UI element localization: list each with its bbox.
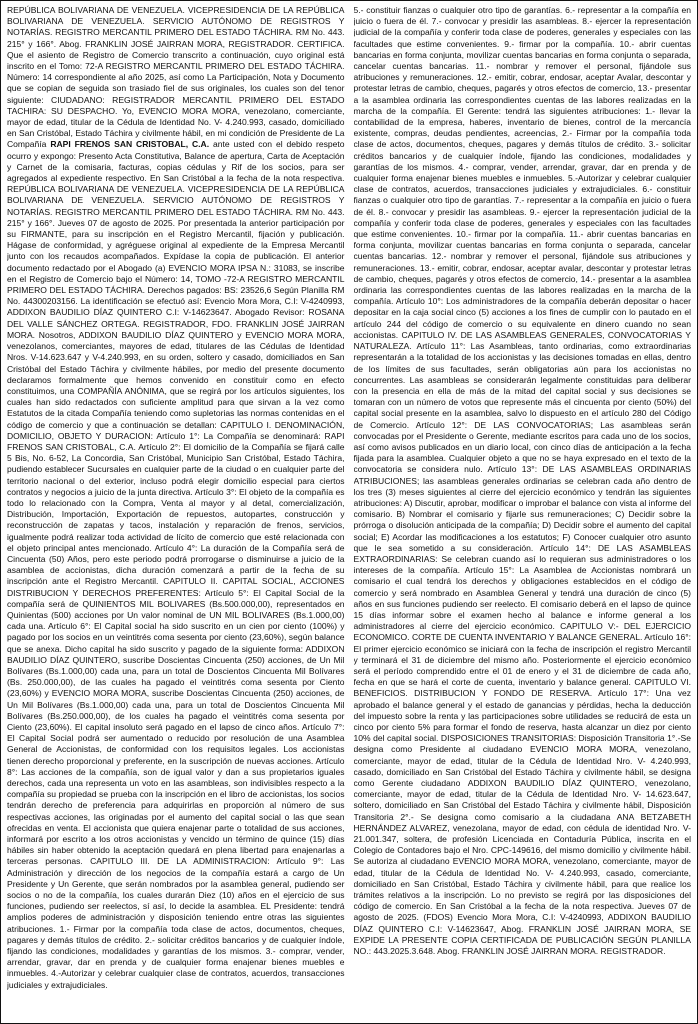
company-name: RAPI FRENOS SAN CRISTOBAL, C.A. — [50, 139, 210, 150]
statutes-text: ante usted con el debido respeto ocurro y expongo: Presento Acta Constitutiva, Balance de apertura, Carta de Aceptación y Carnet de la comisaria, facturas, copias cédulas y Rif de los socios, para ser agregados al expediente respectivo. En San Cristóbal a la fecha de la nota respectiva. REPÚBLICA BOLIVARIANA DE VENEZUELA. VICEPRESIDENCIA DE LA REPÚBLICA BOLIVARIANA DE VENEZUELA. SERVICIO AUTÓNOMO DE REGISTROS Y NOTARÍAS. REGISTRO MERCANTIL PRIMERO DEL ESTADO TÁCHIRA. RM No. 443. 215° y 166°. Jueves 07 de agosto de 2025. Por presentada la anterior participación por su FIRMANTE, para su inscripción en el Registro Mercantil, fijación y publicación. Hágase de conformidad, y agréguese original al expediente de la Empresa Mercantil junto con los recaudos acompañados. Expídase la copia de publicación. El anterior documento redactado por el Abogado (a) EVENCIO MORA IPSA N.: 31083, se inscribe en el Registro de Comercio bajo el Número: 14, TOMO -72-A REGISTRO MERCANTIL PRIMERO DEL ESTADO TÁCHIRA. Derechos pagados: BS: 23526,6 Según Planilla RM No. 44300203156. La identificación se efectuó así: Evencio Mora Mora, C.I: V-4240993, ADDIXON BAUDILIO DÍAZ QUINTERO C.I: V-14623647. Abogado Revisor: ROSANA DEL VALLE SÁNCHEZ ORTEGA. REGISTRADOR, FDO. FRANKLIN JOSÉ JAIRRAN MORA. Nosotros, ADDIXON BAUDILIO DÍAZ QUINTERO y EVENCIO MORA MORA, venezolanos, comerciantes, mayores de edad, titulares de las Cédulas de Identidad Nros. V-14.623.647 y V-4.240.993, en su orden, soltero y casado, domiciliados en San Cristóbal del Estado Táchira y civilmente hábiles, por medio del presente documento declaramos formalmente que hemos convenido en constituir como en efecto constituimos, una COMPAÑÍA ANÓNIMA, que se regirá por los artículos siguientes, los cuales han sido redactados con suficiente amplitud para que sirvan a la vez como Estatutos de la citada Compañía teniendo como supletorias las normas contenidas en el código de comercio y que a continuación se detallan: CAPITULO I. DENOMINACIÓN, DOMICILIO, OBJETO Y DURACION: Artículo 1°: La Compañía se denominará: RAPI FRENOS SAN CRISTOBAL, C.A. Artículo 2°: El domicilio de la Compañía se fijará calle 5 Bis, No. 6-52, La Concordia, San Cristóbal, Municipio San Cristóbal, Estado Táchira, pudiendo establecer Sucursales en cualquier parte de la ciudad o en cualquier parte del territorio nacional o del exterior, incluso podrá elegir domicilio especial para ciertos contratos y negocios a juicio de la junta directiva. Artículo 3°: El objeto de la compañía es todo lo relacionado con la Compra, Venta al mayor y al detal, comercialización, Distribución, Importación, Exportación de repuestos, autopartes, construcción y reconstrucción de zapatas y tacos, instalación y reparación de frenos, servicios, igualmente podrá realizar toda actividad de lícito de comercio que esté relacionada con el objeto principal antes mencionado. Artículo 4°: La duración de la Compañía será de Cincuenta (50) Años, pero este periodo podrá prorrogarse o disminuirse a juicio de la asamblea de accionistas, dicha duración comenzará a partir de la fecha de su inscripción ante el Registro Mercantil. CAPITULO II. CAPITAL SOCIAL, ACCIONES DISTRIBUCION Y DERECHOS PREFERENTES: Artículo 5°: El Capital Social de la compañía será de QUINIENTOS MIL BOLIVARES (Bs.500.000,00), representados en Quinientas (500) acciones por Un valor nominal de UN MIL BOLIVARES (Bs.1.000,00) cada una. Artículo 6°: El Capital social ha sido suscrito en un cien por ciento (100%) y pagado por los socios en un veintitrés coma sesenta por ciento (23,60%), según balance que se anexa. Dicho capital ha sido suscrito y pagado de la siguiente forma: ADDIXON BAUDILIO DÍAZ QUINTERO, suscribe Doscientas Cincuenta (250) acciones, de Un Mil Bolívares (Bs.1.000,00) cada una, para un total de Doscientos Cincuenta Mil Bolívares (Bs. 250.000,00), de las cuales ha pagado el veintitrés coma sesenta por Ciento (23,60%) y EVENCIO MORA MORA, suscribe Doscientas Cincuenta (250) acciones, de Un Mil Bolívares (Bs.1.000,00) cada una, para un total de Doscientos Cincuenta Mil Bolívares (Bs.250.000,00), de los cuales ha pagado el veintitrés coma sesenta por Ciento (23,60%). El capital insoluto será pagado en el lapso de cinco años. Artículo 7°: El Capital Social podrá ser aumentado o reducido por resolución de una Asamblea General de Accionistas, de conformidad con los requisitos legales. Los accionistas tienen derecho proporcional y preferente, en la suscripción de nuevas acciones. Artículo 8°: Las acciones de la compañía, son de igual valor y dan a sus propietarios iguales derechos, cada una representa un voto en las asambleas, son indivisibles respecto a la compañía su propiedad se prueba con la inscripción en el libro de accionistas, los socios tendrán derecho de preferencia para adquirirlas en proporción al número de sus respectivas acciones, las originadas por el aumento del capital social o las que sean ofrecidas en venta. El accionista que quiera enajenar parte o totalidad de sus acciones, informará por escrito a los otros accionistas y vencido un término de quince (15) días hábiles sin haber obtenido la aceptación quedará en plena libertad para enajenarlas a terceras personas. CAPITULO III. DE LA ADMINISTRACION: Artículo 9°: Las Administración y dirección de los negocios de la compañía estará a cargo de Un Presidente y Un Gerente, que serán nombrados por la asamblea general, pudiendo ser socios o no de la compañía, los cuales durarán Diez (10) años en el ejercicio de sus funciones, pudiendo ser reelectos, sí así, lo decide la asamblea. EL Presidente: tendrá amplios poderes de administración y disposición teniendo entre otras las siguientes atribuciones. 1.- Firmar por la compañía toda clase de actos, documentos, cheques, pagares y demás títulos de crédito. 2.- solicitar créditos bancarios y de cualquier índole, fijando las condiciones, modalidades y garantías de los mismos. 3.- comprar, vender, arrendar, gravar, dar en prenda y de cualquier forma enajenar bienes muebles e inmuebles. 4.-Autorizar y celebrar cualquier clase de contratos, acuerdos, transacciones judiciales y extrajudiciales. — [7, 139, 345, 990]
left-column — [7, 5, 345, 1019]
right-column — [354, 5, 692, 1019]
notice-continuation: 5.- constituir fianzas o cualquier otro tipo de garantías. 6.- representar a la compañía en juicio o fuera de él. 7.- convocar y presidir las asambleas. 8.- ejercer la representación judicial de la compañía y conferir toda clase de poderes, generales y especiales con las facultades que estime convenientes. 9.- firmar por la compañía. 10.- abrir cuentas bancarias en forma conjunta, movilizar cuentas bancarias en forma conjunta o separada, cancelar cuentas bancarias. 11.- nombrar y remover el personal, fijándole sus atribuciones y remuneraciones. 12.- emitir, cobrar, endosar, aceptar Avalar, descontar y protestar letras de cambio, cheques, pagarés y otros efectos de comercio, 13.- presentar a la asamblea ordinaria las correspondientes cuentas de las labores realizadas en la marcha de la compañía. El Gerente: tendrá las siguientes atribuciones: 1.- llevar la contabilidad de la empresa, haberes, inventario de bienes, control de la mercancía existente, compras, deudas pendientes, acreencias, 2.- Firmar por la compañía toda clase de actos, documentos, cheques, pagares y demás títulos de crédito. 3.- solicitar créditos bancarios y de cualquier índole, fijando las condiciones, modalidades y garantías de los mismos. 4.- comprar, vender, arrendar, gravar, dar en prenda y de cualquier forma enajenar bienes muebles e inmuebles. 5.-Autorizar y celebrar cualquier clase de contratos, acuerdos, transacciones judiciales y extrajudiciales. 6.- constituir fianzas o cualquier otro tipo de garantías. 7.- representar a la compañía en juicio o fuera de él. 8.- convocar y presidir las asambleas. 9.- ejercer la representación judicial de la compañía y conferir toda clase de poderes, generales y especiales con las facultades que estime convenientes. 10.- firmar por la compañía. 11.- abrir cuentas bancarias en forma conjunta, movilizar cuentas bancarias en forma conjunta o separada, cancelar cuentas bancarias. 12.- nombrar y remover el personal, fijándole sus atribuciones y remuneraciones. 13.- emitir, cobrar, endosar, aceptar avalar, descontar y protestar letras de cambio, cheques, pagarés y otros efectos de comercio, 14.- presentar a la asamblea ordinaria las correspondientes cuentas de las labores realizadas en la marcha de la compañía. Artículo 10°: Los administradores de la compañía deberán depositar o hacer depositar en la caja social cinco (5) acciones a los fines de cumplir con lo pautado en el artículo 244 del código de comercio o su equivalente en dinero cuando no sean accionistas. CAPITULO IV. DE LAS ASAMBLEAS GENERALES, CONVOCATORIAS Y NATURALEZA. Artículo 11°: Las Asambleas, tanto ordinarias, como extraordinarias representarán a la totalidad de los accionistas y las decisiones tomadas en ellas, dentro de los límites de sus facultades, serán obligatorias aún para los accionistas no concurrentes. Las asambleas se considerarán legalmente constituidas para deliberar con la presencia en ella de más de la mitad del capital social y sus decisiones se tomaran con un número de votos que represente más el cincuenta por ciento (50%) del capital social presente en la asamblea, salvo lo dispuesto en el artículo 280 del Código de Comercio. Artículo 12°: DE LAS CONVOCATORIAS; Las asambleas serán convocadas por el Presidente o Gerente, mediante escritos para cada uno de los socios, así como avisos publicados en un diario local, con cinco días de anticipación a la fecha fijada para la asamblea. Cualquier objeto a que no se haya expresado en el texto de la convocatoria se considera nulo. Artículo 13°: DE LAS ASAMBLEAS ORDINARIAS ATRIBUCIONES; las asambleas generales ordinarias se celebran cada año dentro de los tres (3) meses siguientes al cierre del ejercicio económico y tendrán las siguientes atribuciones: A) Discutir, aprobar, modificar o improbar el balance con vista al informe del comisario. B) Nombrar el comisario y fijarle sus remuneraciones; C) Decidir sobre la prórroga o disolución anticipada de la compañía; D) Decidir sobre el aumento del capital social; E) Acordar las modificaciones a los estatutos; F) Conocer cualquier otro asunto que le sea sometido a su consideración. Artículo 14°: DE LAS ASAMBLEAS EXTRAORDINARIAS: Se celebran cuando así lo requieran sus administradores o los intereses de la compañía. Artículo 15°: La Asamblea de Accionistas nombrará un comisario el cual tendrá los derechos y obligaciones establecidos en el código de comercio y será nombrado en Asamblea General y tendrá una duración de cinco (5) años en sus funciones pudiendo ser reelecto. El comisario deberá en el lapso de quince 15 días informar sobre el examen hecho al balance e informe general a los administradores al cierre del ejercicio económico. CAPITULO V:- DEL EJERCICIO ECONOMICO. CORTE DE CUENTA INVENTARIO Y BALANCE GENERAL. Artículo 16°: El primer ejercicio económico se iniciará con la fecha de inscripción el registro Mercantil y terminará el 31 de diciembre del mismo año. Posteriormente el ejercicio económico será el período comprendido entre el 01 de enero y el 31 de diciembre de cada año, fecha en que se hará el corte de cuenta, inventario y balance general. CAPITULO VI. BENEFICIOS. DISTRIBUCION Y FONDO DE RESERVA. Artículo 17°: Una vez aprobado el balance general y el estado de ganancias y pérdidas, hecha la deducción del impuesto sobre la renta y las participaciones sobre utilidades se reducirá de esta un cinco por ciento 5% para formar el fondo de reserva, hasta alcanzar un diez por ciento 10% del capital social. DISPOSICIONES TRANSITORIAS: Disposición Transitoria 1°.-Se designa como Presidente al ciudadano EVENCIO MORA MORA, venezolano, comerciante, mayor de edad, titular de la Cédula de Identidad Nro. V- 4.240.993, casado, domiciliado en San Cristóbal del Estado Táchira y civilmente hábil, se designa como Gerente ciudadano ADDIXON BAUDILIO DÍAZ QUINTERO, venezolano, comerciante, mayor de edad, titular de la Cédula de Identidad Nro. V- 14.623.647, soltero, domiciliado en San Cristóbal del Estado Táchira y civilmente hábil, Disposición Transitoria 2°.- Se designa como comisario a la ciudadana ANA BETZABETH HERNÁNDEZ ALVAREZ, venezolana, mayor de edad, con cédula de identidad Nro. V-21.001.347, soltera, de profesión Licenciada en Contaduría Pública, inscrita en el Colegio de Contadores bajo el Nro. CPC-149616, del mismo domicilio y civilmente hábil. Se autoriza al ciudadano EVENCIO MORA MORA, venezolano, comerciante, mayor de edad, titular de la Cédula de Identidad No. V- 4.240.993, casado, comerciante, domiciliado en San Cristóbal, Estado Táchira y civilmente hábil, para que realice los trámites relativos a la inscripción. Lo no previsto se regirá por las disposiciones del código de comercio. En San Cristóbal a la fecha de la nota respectiva. Jueves 07 de agosto de 2025. (FDOS) Evencio Mora Mora, C.I: V-4240993, ADDIXON BAUDILIO DÍAZ QUINTERO C.I: V-14623647, Abog. FRANKLIN JOSÉ JAIRRAN MORA, SE EXPIDE LA PRESENTE COPIA CERTIFICADA DE PUBLICACIÓN SEGÚN PLANILLA NO.: 443.2025.3.648. Abog. FRANKLIN JOSÉ JAIRRAN MORA. REGISTRADOR. — [353, 5, 691, 957]
notice-paragraph — [7, 5, 345, 991]
registry-header-text: REPÚBLICA BOLIVARIANA DE VENEZUELA. VICEPRESIDENCIA DE LA REPÚBLICA BOLIVARIANA DE VENEZUELA. SERVICIO AUTÓNOMO DE REGISTROS Y NOTARÍAS. REGISTRO MERCANTIL PRIMERO DEL ESTADO TÁCHIRA. RM No. 443. 215° y 166°. Abog. FRANKLIN JOSÉ JAIRRAN MORA, REGISTRADOR. CERTIFICA. Que el asiento de Registro de Comercio transcrito a continuación, cuyo original está inscrito en el Tomo: 72-A REGISTRO MERCANTIL PRIMERO DEL ESTADO TÁCHIRA. Número: 14 correspondiente al año 2025, así como La Participación, Nota y Documento que se copian de seguida son trasiado fiel de sus originales, los cuales son del tenor siguiente: CIUDADANO: REGISTRADOR MERCANTIL PRIMERO DEL ESTADO TACHIRA: SU DESPACHO. Yo, EVENCIO MORA MORA, venezolano, comerciante, mayor de edad, titular de la Cédula de Identidad No. V- 4.240.993, casado, domiciliado en San Cristóbal, Estado Táchira y civilmente hábil, en mi condición de Presidente de La Compañía — [7, 5, 345, 150]
